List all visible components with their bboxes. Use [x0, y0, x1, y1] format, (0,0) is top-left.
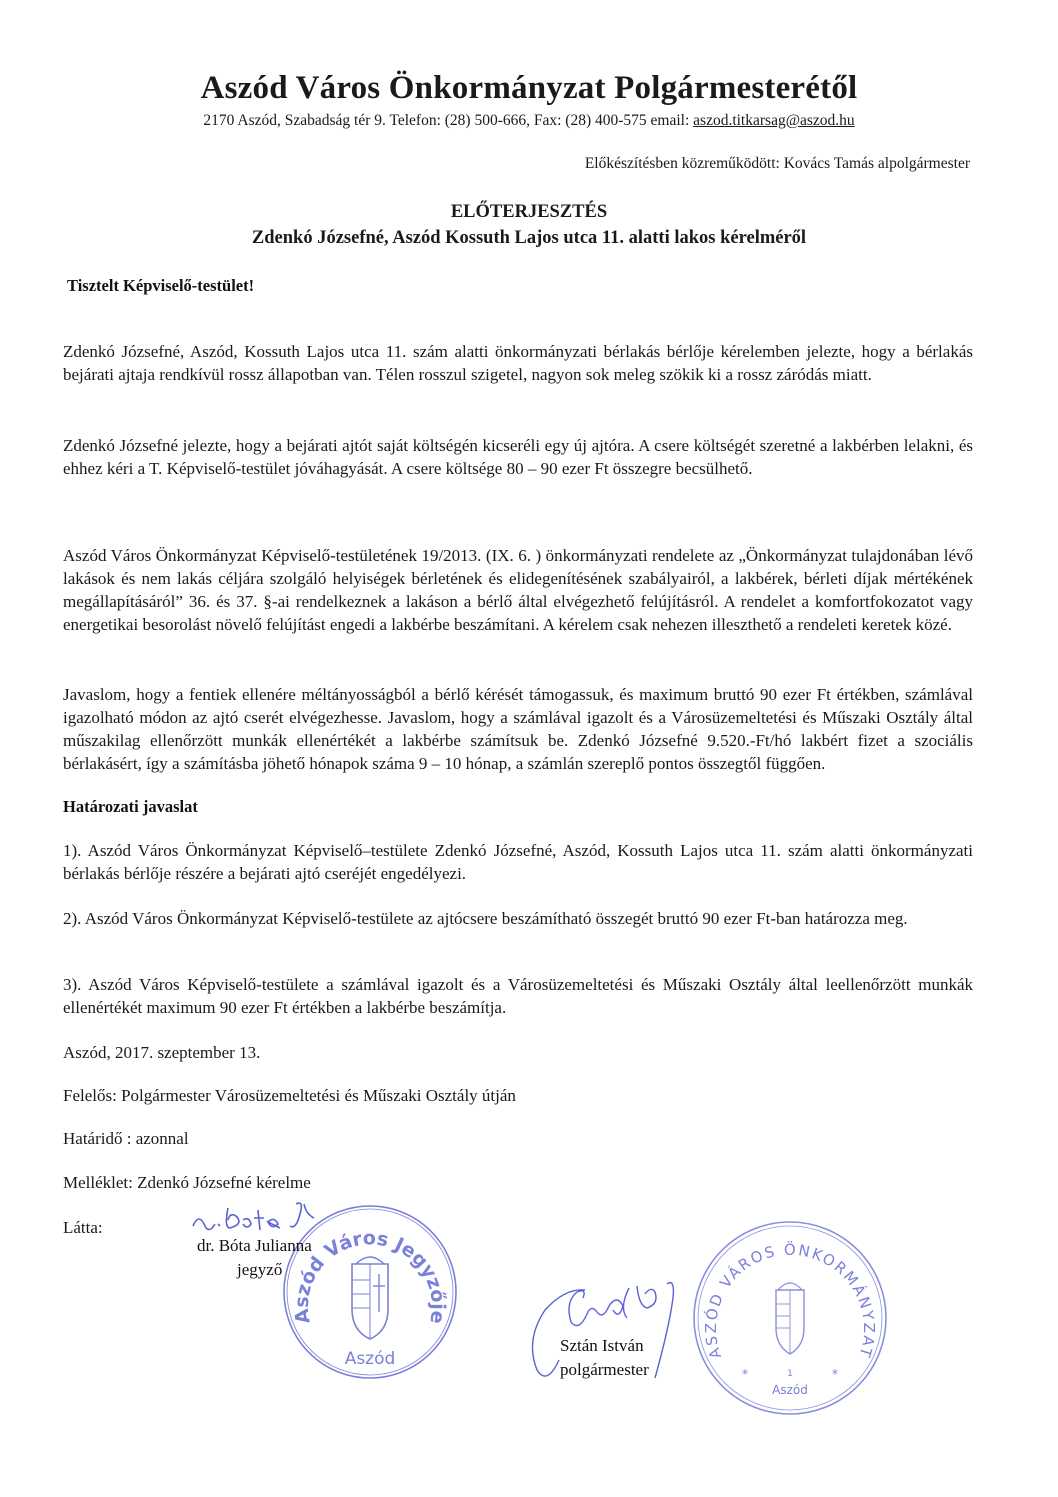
svg-text:*: * — [742, 1367, 748, 1381]
body-paragraph: Zdenkó Józsefné jelezte, hogy a bejárati ajtót saját költségén kicseréli egy új ajtóra. A csere költségét szeretné a lakbérben lelakni, és ehhez kéri a T. Képviselő-testület jóváhagyását. A csere költsége 80 – 90 ezer Ft összegre becsülhető. — [63, 436, 973, 478]
mayor-role: polgármester — [560, 1360, 649, 1379]
svg-text:Aszód Város Jegyzője: Aszód Város Jegyzője — [290, 1227, 450, 1326]
mayor-name: Sztán István — [560, 1336, 644, 1355]
document-date: Aszód, 2017. szeptember 13. — [63, 1043, 261, 1062]
resolution-heading: Határozati javaslat — [63, 797, 198, 816]
letterhead-contact — [0, 112, 1058, 130]
body-paragraph: Javaslom, hogy a fentiek ellenére méltányosságból a bérlő kérését támogassuk, és maximum bruttó 90 ezer Ft értékben, számlával igazolható módon az ajtó cserét elvégezhesse. Javaslom, hogy a számlával igazolt és a Városüzemeltetési és Műszaki Osztály által műszakilag ellenőrzött munkák ellenértékét a lakbérbe számítsuk be. Zdenkó Józsefné 9.520.-Ft/hó lakbért fizet a szociális bérlakásért, így a számításba jöhető hónapok száma 9 – 10 hónap, a számlán szereplő pontos összegtől függően. — [63, 685, 973, 773]
prepared-by: Előkészítésben közreműködött: Kovács Tamás alpolgármester — [584, 155, 970, 172]
body-paragraph: Zdenkó Józsefné, Aszód, Kossuth Lajos utca 11. szám alatti önkormányzati bérlakás bérlője kérelemben jelezte, hogy a bérlakás bejárati ajtaja rendkívül rossz állapotban van. Télen rosszul szigetel, nagyon sok meleg szökik ki a rossz záródás miatt. — [63, 342, 973, 384]
resolution-item: 3). Aszód Város Képviselő-testülete a számlával igazolt és a Városüzemeltetési és Műszaki Osztály által leellenőrzött munkák ellenértékét maximum 90 ezer Ft értékben a lakbérbe beszámítja. — [63, 975, 973, 1017]
salutation: Tisztelt Képviselő-testület! — [67, 276, 255, 295]
svg-text:1: 1 — [787, 1369, 793, 1379]
deadline-line: Határidő : azonnal — [63, 1129, 189, 1148]
svg-text:Aszód: Aszód — [344, 1349, 396, 1369]
svg-text:Aszód: Aszód — [772, 1383, 808, 1397]
document-subject: Zdenkó Józsefné, Aszód Kossuth Lajos utca 11. alatti lakos kérelméről — [251, 228, 807, 248]
contact-details: 2170 Aszód, Szabadság tér 9. Telefon: (28) 500-666, Fax: (28) 400-575 email: — [203, 112, 694, 129]
notary-role: jegyző — [237, 1260, 283, 1279]
letterhead-title: Aszód Város Önkormányzat Polgármesterétől — [200, 70, 858, 106]
resolution-item: 1). Aszód Város Önkormányzat Képviselő–testülete Zdenkó Józsefné, Aszód, Kossuth Lajos utca 11. szám alatti önkormányzati bérlakás bérlője részére a bejárati ajtó cseréjét engedélyezi. — [63, 841, 973, 883]
resolution-item: 2). Aszód Város Önkormányzat Képviselő-testülete az ajtócsere beszámítható összegét bruttó 90 ezer Ft-ban határozza meg. — [63, 909, 908, 928]
body-paragraph: Aszód Város Önkormányzat Képviselő-testületének 19/2013. (IX. 6. ) önkormányzati rendelete az „Önkormányzat tulajdonában lévő lakások és nem lakás céljára szolgáló helyiségek bérletének és elidegenítésének szabályairól, a lakbérek, bérleti díjak mértékének megállapításáról” 36. és 37. §-ai rendelkeznek a lakáson a bérlő által elvégezhető felújításról. A rendelet a komfortfokozatot vagy energetikai besorolást növelő felújítást engedi a lakbérbe beszámítani. A kérelem csak nehezen illeszthető a rendeleti keretek közé. — [63, 546, 973, 634]
attachment-line: Melléklet: Zdenkó Józsefné kérelme — [63, 1173, 311, 1192]
document-type-heading: ELŐTERJESZTÉS — [450, 202, 608, 222]
responsible-line: Felelős: Polgármester Városüzemeltetési és Műszaki Osztály útján — [63, 1086, 516, 1105]
email-link[interactable]: aszod.titkarsag@aszod.hu — [693, 112, 855, 129]
svg-text:*: * — [832, 1367, 838, 1381]
notary-name: dr. Bóta Julianna — [197, 1236, 312, 1255]
municipality-stamp-icon — [690, 1218, 890, 1418]
seen-label: Látta: — [63, 1218, 103, 1237]
svg-text:ASZÓD VÁROS ÖNKORMÁNYZAT: ASZÓD VÁROS ÖNKORMÁNYZAT — [701, 1240, 879, 1362]
